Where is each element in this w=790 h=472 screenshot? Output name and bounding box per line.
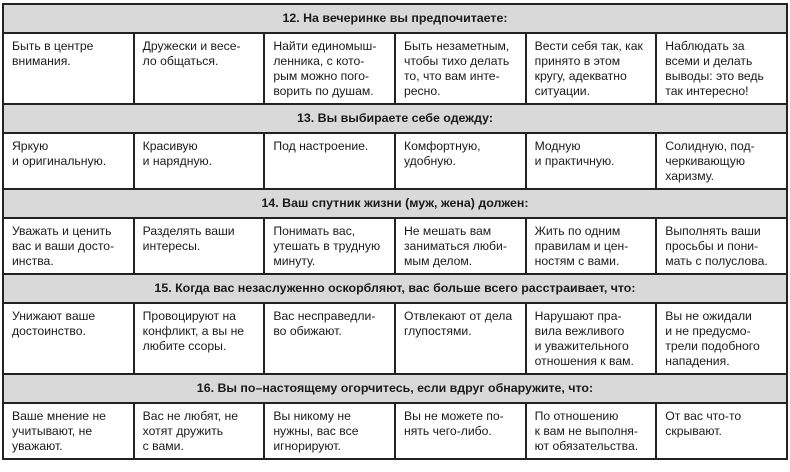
answer-option-text: Модную и практичную. bbox=[534, 139, 615, 168]
question-12-options bbox=[3, 33, 787, 104]
answer-option-text: Понимать вас, утешать в трудную минуту. bbox=[273, 224, 381, 268]
question-15-header bbox=[3, 274, 787, 303]
answer-option bbox=[656, 133, 787, 189]
answer-option-text: Разделять ваши интересы. bbox=[142, 224, 235, 253]
answer-option-text: Солидную, под- черкивающую харизму. bbox=[665, 139, 755, 183]
answer-option-text: Жить по одним правилам и цен- ностям с вами. bbox=[534, 224, 629, 268]
answer-option bbox=[134, 218, 265, 274]
answer-option bbox=[3, 33, 134, 104]
answer-option bbox=[3, 403, 134, 459]
answer-option bbox=[656, 33, 787, 104]
question-14-options bbox=[3, 218, 787, 274]
answer-option bbox=[395, 303, 526, 374]
answer-option bbox=[264, 33, 395, 104]
questionnaire-table bbox=[2, 3, 788, 460]
answer-option-text: Найти единомыш- ленника, с кото- рым можно пого- ворить по душам. bbox=[273, 39, 377, 98]
answer-option bbox=[3, 218, 134, 274]
answer-option bbox=[395, 133, 526, 189]
answer-option-text: Выполнять ваши просьбы и пони- мать с полуслова. bbox=[665, 224, 768, 268]
answer-option-text: Вы не ожидали и не предусмо- трели подобного нападения. bbox=[665, 309, 760, 368]
answer-option-text: Вас не любят, не хотят дружить с вами. bbox=[142, 409, 239, 453]
question-13-options bbox=[3, 133, 787, 189]
answer-option bbox=[526, 33, 657, 104]
answer-option bbox=[526, 303, 657, 374]
answer-option-text: Быть незаметным, чтобы тихо делать то, что вам инте- ресно. bbox=[403, 39, 510, 98]
answer-option bbox=[656, 303, 787, 374]
answer-option bbox=[264, 303, 395, 374]
answer-option-text: Унижают ваше достоинство. bbox=[12, 309, 96, 338]
answer-option bbox=[526, 218, 657, 274]
answer-option bbox=[134, 403, 265, 459]
answer-option-text: Под настроение. bbox=[273, 139, 369, 153]
question-title: 12. На вечеринке вы предпочитаете: bbox=[3, 4, 787, 33]
answer-option bbox=[264, 133, 395, 189]
answer-option-text: По отношению к вам не выполня- ют обязательства. bbox=[534, 409, 639, 453]
answer-option bbox=[526, 403, 657, 459]
answer-option bbox=[3, 303, 134, 374]
answer-option bbox=[134, 303, 265, 374]
answer-option-text: От вас что-то скрывают. bbox=[665, 409, 742, 438]
question-title: 16. Вы по–настоящему огорчитесь, если вдруг обнаружите, что: bbox=[3, 374, 787, 403]
question-13-header bbox=[3, 104, 787, 133]
answer-option-text: Уважать и ценить вас и ваши досто- инства. bbox=[12, 224, 115, 268]
answer-option-text: Вы никому не нужны, вас все игнорируют. bbox=[273, 409, 359, 453]
question-title: 14. Ваш спутник жизни (муж, жена) должен: bbox=[3, 189, 787, 218]
answer-option-text: Красивую и нарядную. bbox=[142, 139, 213, 168]
answer-option-text: Провоцируют на конфликт, а вы не любите ссоры. bbox=[142, 309, 245, 353]
answer-option-text: Комфортную, удобную. bbox=[403, 139, 481, 168]
answer-option bbox=[134, 33, 265, 104]
question-12-header bbox=[3, 4, 787, 33]
answer-option-text: Отвлекают от дела глупостями. bbox=[403, 309, 513, 338]
answer-option bbox=[134, 133, 265, 189]
answer-option bbox=[395, 403, 526, 459]
answer-option bbox=[395, 218, 526, 274]
answer-option-text: Быть в центре внимания. bbox=[12, 39, 94, 68]
answer-option bbox=[264, 218, 395, 274]
answer-option-text: Дружески и весе- ло общаться. bbox=[142, 39, 241, 68]
answer-option bbox=[656, 218, 787, 274]
question-title: 13. Вы выбираете себе одежду: bbox=[3, 104, 787, 133]
question-15-options bbox=[3, 303, 787, 374]
answer-option-text: Вы не можете по- нять чего-либо. bbox=[403, 409, 504, 438]
answer-option-text: Вас несправедли- во обижают. bbox=[273, 309, 376, 338]
answer-option-text: Вести себя так, как принято в этом кругу, адекватно ситуации. bbox=[534, 39, 643, 98]
answer-option-text: Наблюдать за всеми и делать выводы: это ведь так интересно! bbox=[665, 39, 764, 98]
answer-option bbox=[526, 133, 657, 189]
answer-option-text: Яркую и оригинальную. bbox=[12, 139, 107, 168]
answer-option bbox=[395, 33, 526, 104]
answer-option-text: Не мешать вам заниматься люби- мым делом. bbox=[403, 224, 507, 268]
answer-option-text: Ваше мнение не учитывают, не уважают. bbox=[12, 409, 106, 453]
answer-option bbox=[3, 133, 134, 189]
question-16-header bbox=[3, 374, 787, 403]
question-title: 15. Когда вас незаслуженно оскорбляют, вас больше всего расстраивает, что: bbox=[3, 274, 787, 303]
answer-option-text: Нарушают пра- вила вежливого и уважительного отношения к вам. bbox=[534, 309, 634, 368]
question-16-options bbox=[3, 403, 787, 459]
answer-option bbox=[656, 403, 787, 459]
answer-option bbox=[264, 403, 395, 459]
question-14-header bbox=[3, 189, 787, 218]
